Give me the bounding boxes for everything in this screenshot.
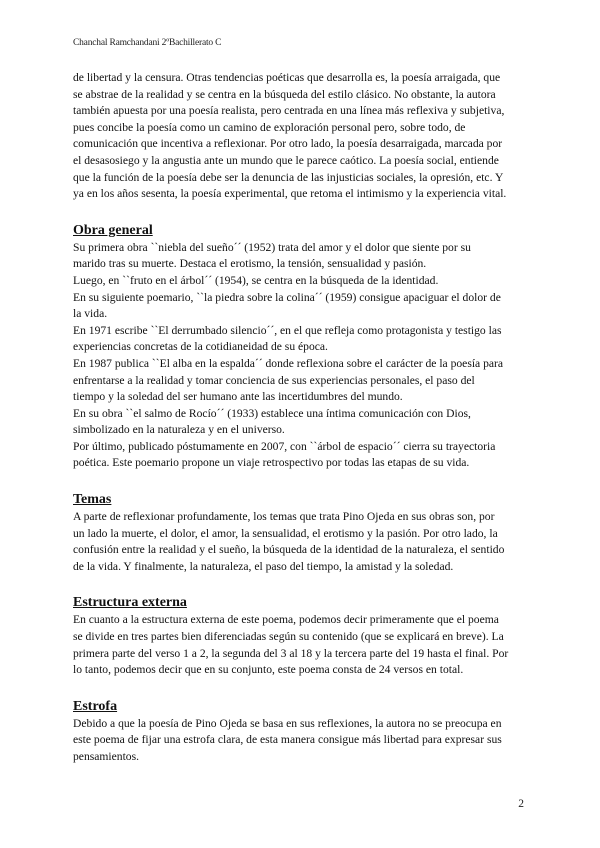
section-paragraph	[73, 612, 529, 678]
text-line: Debido a que la poesía de Pino Ojeda se basa en sus reflexiones, la autora no se preocupa en	[73, 716, 502, 730]
text-line: que la función de la poesía debe ser la denuncia de las injusticias sociales, la opresión, etc. Y	[73, 170, 504, 184]
section-estructura-externa	[73, 594, 529, 678]
text-line: Luego, en ``fruto en el árbol´´ (1954), se centra en la búsqueda de la identidad.	[73, 273, 439, 287]
intro-paragraph	[73, 70, 529, 203]
text-line: Por último, publicado póstumamente en 2007, con ``árbol de espacio´´ cierra su trayectoria	[73, 439, 496, 453]
text-line: de la vida. Y finalmente, la naturaleza, el paso del tiempo, la amistad y la soledad.	[73, 559, 454, 573]
running-header: Chanchal Ramchandani 2ºBachillerato C	[73, 38, 222, 48]
text-line: En 1971 escribe ``El derrumbado silencio´´, en el que refleja como protagonista y testigo las	[73, 323, 502, 337]
text-line: enfrentarse a la realidad y tomar conciencia de sus experiencias personales, el paso del	[73, 373, 475, 387]
page-number: 2	[518, 798, 524, 810]
section-heading: Temas	[73, 492, 112, 508]
section-paragraph	[73, 509, 529, 575]
section-temas	[73, 491, 529, 575]
text-line: tiempo y la soledad del ser humano ante las incertidumbres del mundo.	[73, 390, 403, 404]
text-line: lo tanto, podemos decir que en su conjunto, este poema consta de 24 versos en total.	[73, 663, 464, 677]
text-line: primera parte del verso 1 a 2, la segunda del 3 al 18 y la tercera parte del 19 hasta el final. Por	[73, 646, 509, 660]
text-line: simbolizado en la naturaleza y en el universo.	[73, 423, 285, 437]
text-line: este poema de fijar una estrofa clara, de esta manera consigue más libertad para expresar sus	[73, 733, 502, 747]
text-line: En cuanto a la estructura externa de este poema, podemos decir primeramente que el poema	[73, 613, 499, 627]
document-body	[73, 70, 529, 766]
section-paragraph	[73, 240, 529, 472]
text-line: la vida.	[73, 307, 108, 321]
section-heading: Estructura externa	[73, 595, 187, 611]
text-line: marido tras su muerte. Destaca el erotismo, la tensión, sensualidad y pasión.	[73, 257, 427, 271]
text-line: también apuesta por una poesía realista, pero centrada en una línea más reflexiva y subjetiva,	[73, 104, 505, 118]
section-paragraph	[73, 716, 529, 766]
text-line: comunicación que incentiva a reflexionar. Por otro lado, la poesía desarraigada, marcada por	[73, 137, 503, 151]
text-line: poética. Este poemario propone un viaje retrospectivo por todas las etapas de su vida.	[73, 456, 470, 470]
text-line: Su primera obra ``niebla del sueño´´ (1952) trata del amor y el dolor que siente por su	[73, 240, 471, 254]
section-estrofa	[73, 698, 529, 766]
text-line: En su obra ``el salmo de Rocío´´ (1933) establece una íntima comunicación con Dios,	[73, 406, 471, 420]
text-line: pues concibe la poesía como un camino de exploración personal pero, sobre todo, de	[73, 120, 466, 134]
text-line: confusión entre la realidad y el sueño, la búsqueda de la identidad de la naturaleza, el sentido	[73, 543, 505, 557]
text-line: pensamientos.	[73, 750, 140, 763]
text-line: En su siguiente poemario, ``la piedra sobre la colina´´ (1959) consigue apaciguar el dolor de	[73, 290, 501, 304]
text-line: un lado la muerte, el dolor, el amor, la sensualidad, el erotismo y la pasión. Por otro lado, la	[73, 526, 498, 540]
section-heading: Estrofa	[73, 698, 118, 714]
text-line: el desasosiego y la angustia ante un mundo que le parece caótico. La poesía social, entiende	[73, 153, 499, 167]
text-line: En 1987 publica ``El alba en la espalda´´ donde reflexiona sobre el carácter de la poesía para	[73, 356, 504, 370]
text-line: experiencias concretas de la cotidianeidad de su época.	[73, 340, 328, 354]
text-line: ya en los años sesenta, la poesía experimental, que retoma el intimismo y la experiencia vital.	[73, 187, 507, 201]
text-line: se divide en tres partes bien diferenciadas según su contenido (que se explicará en breve). La	[73, 630, 504, 644]
text-line: de libertad y la censura. Otras tendencias poéticas que desarrolla es, la poesía arraigada, que	[73, 71, 501, 84]
section-heading: Obra general	[73, 222, 153, 238]
text-line: A parte de reflexionar profundamente, los temas que trata Pino Ojeda en sus obras son, por	[73, 510, 495, 524]
text-line: se abstrae de la realidad y se centra en la búsqueda del estilo clásico. No obstante, la autora	[73, 87, 496, 101]
section-obra-general	[73, 222, 529, 472]
